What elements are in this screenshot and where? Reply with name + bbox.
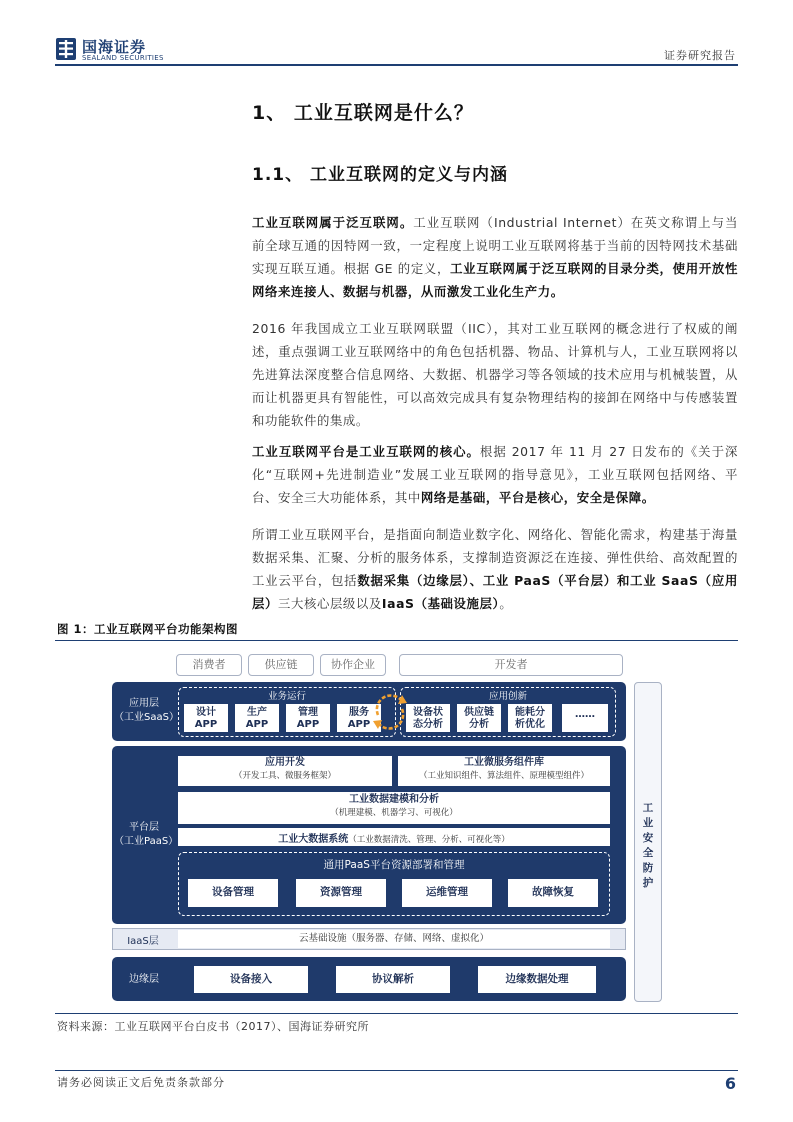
figure-top-divider <box>55 640 738 641</box>
app-supply-chain-analysis: 供应链 分析 <box>457 704 501 732</box>
page-number: 6 <box>724 1074 736 1093</box>
security-label: 工业安全防护 <box>642 802 654 889</box>
paragraph-4-text-a: 所谓工业互联网平台，是指面向制造业数字化、网络化、智能化需求，构建基于海量数据采集、汇聚、分析的服务体系，支撑制造资源泛在连接、弹性供给、高效配置的工业云平台，包括 <box>252 527 738 588</box>
microservice-library-box: 工业微服务组件库 （工业知识组件、算法组件、原理模型组件） <box>398 756 610 786</box>
edge-layer-label: 边缘层 <box>129 974 159 985</box>
architecture-diagram <box>108 649 668 1005</box>
user-supply-chain: 供应链 <box>248 654 314 676</box>
paragraph-1-text: 工业互联网（Industrial Internet）在英文称谓上与当前全球互通的因特网一致，一定程度上说明工业互联网将基于当前的因特网技术基础实现互联互通。根据 GE 的定义， <box>252 215 739 276</box>
application-layer-label: 应用层 （工业SaaS） <box>114 698 179 723</box>
app-more: …… <box>562 704 608 732</box>
paragraph-3-lead: 工业互联网平台是工业互联网的核心。 <box>252 444 480 459</box>
edge-data-processing-box: 边缘数据处理 <box>478 966 596 993</box>
app-design: 设计 APP <box>184 704 228 732</box>
footer-divider <box>55 1070 738 1071</box>
brand-name: 国海证券 <box>82 38 147 56</box>
app-management: 管理 APP <box>286 704 330 732</box>
paragraph-4-text-c: 。 <box>499 596 513 611</box>
operations-management-box: 运维管理 <box>402 879 492 907</box>
big-data-system-box: 工业大数据系统（工业数据清洗、管理、分析、可视化等） <box>178 828 610 846</box>
report-type-label: 证券研究报告 <box>664 49 736 62</box>
brand-name-english: SEALAND SECURITIES <box>82 54 164 62</box>
iaas-layer-label: IaaS层 <box>127 936 159 947</box>
footer-disclaimer: 请务必阅读正文后免责条款部分 <box>57 1076 225 1089</box>
paragraph-2: 2016 年我国成立工业互联网联盟（IIC），其对工业互联网的概念进行了权威的阐述，重点强调工业互联网络中的角色包括机器、物品、计算机与人，工业互联网将以先进算法深度整合信息网络、大数据、机器学习等各领域的技术应用与机械装置，从而让机器更具有智能性，可以高效完成具有复杂物理结构的接卸在网络中与传感装置和功能软件的集成。 <box>252 321 738 428</box>
paragraph-4 <box>252 523 738 615</box>
user-partner: 协作企业 <box>320 654 386 676</box>
header-divider <box>55 64 738 66</box>
device-access-box: 设备接入 <box>194 966 308 993</box>
paragraph-1-emphasis: 工业互联网属于泛互联网的目录分类，使用开放性网络来连接人、数据与机器，从而激发工业化生产力。 <box>252 261 738 299</box>
resource-management-box: 资源管理 <box>296 879 386 907</box>
paragraph-1 <box>252 211 738 303</box>
app-equipment-analysis: 设备状 态分析 <box>406 704 450 732</box>
user-developer: 开发者 <box>399 654 623 676</box>
app-production: 生产 APP <box>235 704 279 732</box>
app-innovation-label: 应用创新 <box>488 691 527 702</box>
business-operations-label: 业务运行 <box>267 691 306 702</box>
paas-management-label: 通用PaaS平台资源部署和管理 <box>323 859 465 871</box>
application-development-box: 应用开发 （开发工具、微服务框架） <box>178 756 392 786</box>
paragraph-4-emphasis-b: IaaS（基础设施层） <box>381 596 500 611</box>
section-heading: 1、 工业互联网是什么？ <box>252 102 474 124</box>
figure-bottom-divider <box>55 1013 738 1014</box>
paragraph-4-emphasis-a: 数据采集（边缘层）、工业 PaaS（平台层）和工业 SaaS（应用层） <box>252 573 738 611</box>
app-energy-optimization: 能耗分 析优化 <box>508 704 552 732</box>
app-service: 服务 APP <box>337 704 381 732</box>
paragraph-3 <box>252 440 738 509</box>
paragraph-3-emphasis: 网络是基础，平台是核心，安全是保障。 <box>420 490 655 505</box>
data-modeling-box: 工业数据建模和分析 （机理建模、机器学习、可视化） <box>178 792 610 824</box>
figure-caption: 图 1：工业互联网平台功能架构图 <box>57 622 239 636</box>
platform-layer-label: 平台层 （工业PaaS） <box>114 822 179 847</box>
paragraph-4-text-b: 三大核心层级以及 <box>277 596 382 611</box>
cycle-arrows-icon <box>370 687 410 737</box>
sealand-logo-icon <box>56 38 76 60</box>
figure-source: 资料来源：工业互联网平台白皮书（2017）、国海证券研究所 <box>57 1020 369 1033</box>
fault-recovery-box: 故障恢复 <box>508 879 598 907</box>
protocol-parsing-box: 协议解析 <box>336 966 450 993</box>
cloud-infrastructure-box: 云基础设施（服务器、存储、网络、虚拟化） <box>178 930 610 948</box>
user-consumer: 消费者 <box>176 654 242 676</box>
device-management-box: 设备管理 <box>188 879 278 907</box>
security-column <box>634 682 662 1002</box>
paragraph-3-text: 根据 2017 年 11 月 27 日发布的《关于深化“互联网+先进制造业”发展工业互联网的指导意见》，工业互联网包括网络、平台、安全三大功能体系，其中 <box>252 444 738 505</box>
paragraph-1-lead: 工业互联网属于泛互联网。 <box>252 215 414 230</box>
subsection-heading: 1.1、 工业互联网的定义与内涵 <box>252 165 509 185</box>
